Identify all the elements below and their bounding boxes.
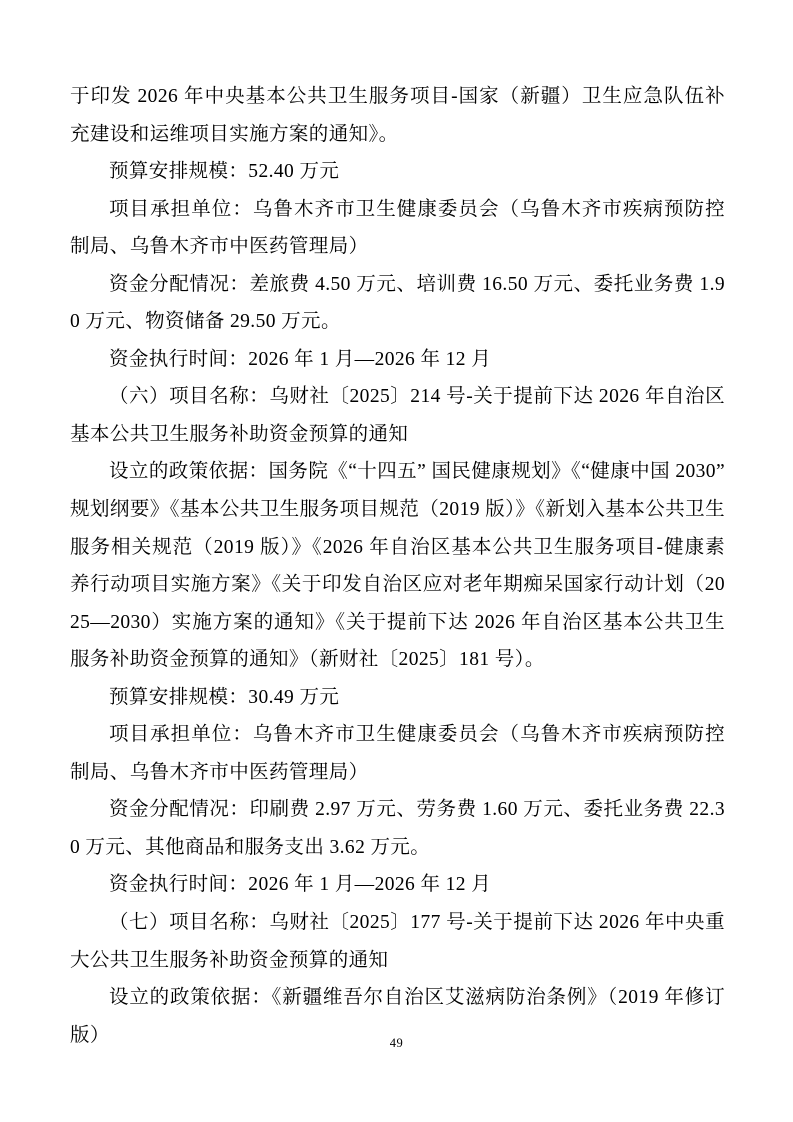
paragraph-policy-basis: 设立的政策依据：国务院《“十四五” 国民健康规划》《“健康中国 2030”规划纲要》《基本公共卫生服务项目规范（2019 版）》《新划入基本公共卫生服务相关规范（2019 版）》《2026 年自治区基本公共卫生服务项目-健康素养行动项目实施方案》《关于印发自治区应对老年期痴呆国家行动计划（2025—2030）实施方案的通知》《关于提前下达 2026 年自治区基本公共卫生服务补助资金预算的通知》（新财社〔2025〕181 号）。 xyxy=(70,461,725,671)
paragraph-budget-scale-2: 预算安排规模：30.49 万元 xyxy=(109,686,340,708)
paragraph-continuation: 于印发 2026 年中央基本公共卫生服务项目-国家（新疆）卫生应急队伍补充建设和运维项目实施方案的通知》。 xyxy=(70,86,725,145)
paragraph-project-6-name: （六）项目名称：乌财社〔2025〕214 号-关于提前下达 2026 年自治区基本公共卫生服务补助资金预算的通知 xyxy=(70,386,725,445)
paragraph-undertaking-unit: 项目承担单位：乌鲁木齐市卫生健康委员会（乌鲁木齐市疾病预防控制局、乌鲁木齐市中医药管理局） xyxy=(70,198,725,258)
paragraph-budget-scale: 预算安排规模：52.40 万元 xyxy=(109,161,340,183)
paragraph-fund-allocation-2: 资金分配情况：印刷费 2.97 万元、劳务费 1.60 万元、委托业务费 22.30 万元、其他商品和服务支出 3.62 万元。 xyxy=(70,799,725,858)
paragraph-fund-allocation: 资金分配情况：差旅费 4.50 万元、培训费 16.50 万元、委托业务费 1.90 万元、物资储备 29.50 万元。 xyxy=(70,273,725,333)
document-body xyxy=(70,78,725,1054)
paragraph-policy-basis-2: 设立的政策依据：《新疆维吾尔自治区艾滋病防治条例》（2019 年修订版） xyxy=(70,987,725,1046)
paragraph-execution-period-2: 资金执行时间：2026 年 1 月—2026 年 12 月 xyxy=(109,874,492,896)
page-number: 49 xyxy=(389,1036,404,1050)
paragraph-execution-period: 资金执行时间：2026 年 1 月—2026 年 12 月 xyxy=(109,348,492,370)
paragraph-project-7-name: （七）项目名称：乌财社〔2025〕177 号-关于提前下达 2026 年中央重大公共卫生服务补助资金预算的通知 xyxy=(70,912,725,971)
paragraph-undertaking-unit-2: 项目承担单位：乌鲁木齐市卫生健康委员会（乌鲁木齐市疾病预防控制局、乌鲁木齐市中医药管理局） xyxy=(70,724,725,783)
page-footer xyxy=(0,1034,793,1052)
